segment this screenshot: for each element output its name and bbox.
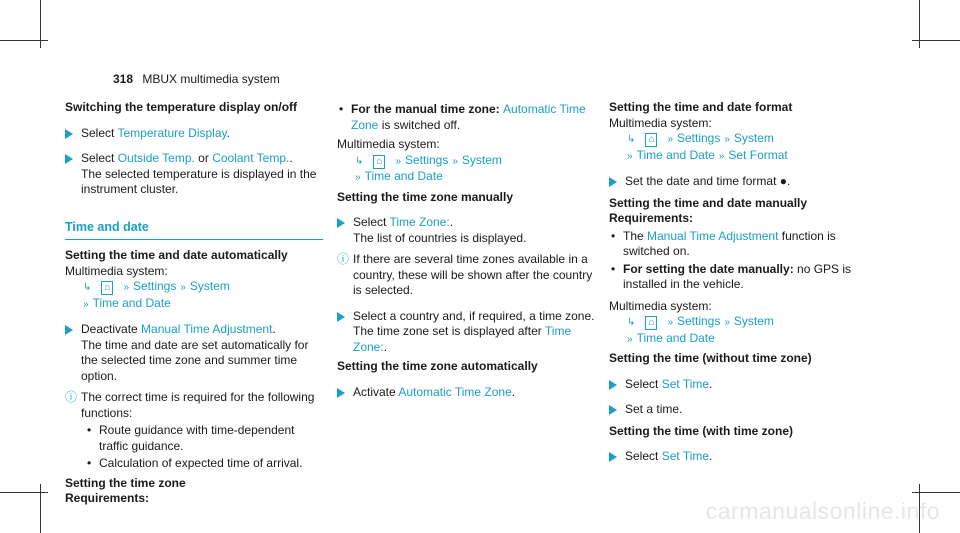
link-automatic-time-zone[interactable]: Automatic Time Zone [351, 102, 586, 132]
text: Select [625, 376, 662, 391]
menu-path [351, 153, 595, 186]
step-arrow-icon [609, 177, 617, 187]
step [337, 385, 595, 401]
link-coolant-temp[interactable]: Coolant Temp. [212, 151, 290, 165]
chevron-icon: » [667, 134, 673, 145]
text: Select [353, 215, 390, 229]
step-arrow-icon [65, 325, 73, 335]
requirements-label: Requirements: [609, 211, 694, 225]
note-text: If there are several time zones available in a country, these will be shown after the country is selected. [353, 252, 593, 297]
page-header [113, 72, 280, 86]
note [337, 252, 595, 299]
step [609, 449, 867, 465]
link-settings[interactable]: Settings [677, 131, 721, 145]
link-time-and-date[interactable]: Time and Date [636, 147, 715, 162]
link-system[interactable]: System [189, 279, 230, 293]
text: function is switched on. [623, 228, 836, 258]
crop-mark [40, 484, 41, 533]
heading-format: Setting the time and date format [609, 100, 793, 114]
text: The [623, 228, 648, 243]
note [65, 390, 323, 421]
multimedia-label: Multimedia system: [609, 115, 712, 130]
chevron-icon: » [627, 150, 633, 162]
text: . [226, 125, 230, 140]
step [609, 174, 867, 190]
heading-auto-time-zone: Setting the time zone automatically [337, 359, 538, 373]
heading-temperature-display: Switching the temperature display on/off [65, 100, 298, 114]
chevron-icon: » [395, 155, 401, 167]
text: Deactivate [81, 322, 142, 336]
link-set-time[interactable]: Set Time [661, 449, 710, 463]
chevron-icon: » [627, 333, 633, 345]
heading-manual-time-date: Setting the time and date manually [609, 195, 808, 210]
text: Select [81, 151, 118, 165]
link-set-format[interactable]: Set Format [728, 147, 788, 162]
step-body [353, 324, 595, 355]
heading-time-without-zone: Setting the time (without time zone) [609, 351, 812, 365]
text: . [709, 449, 713, 463]
path-arrow-icon: ↳ [355, 155, 364, 167]
text: Activate [353, 384, 399, 399]
link-system[interactable]: System [733, 314, 774, 328]
chevron-icon: » [718, 150, 725, 162]
step-body: The list of countries is displayed. [353, 230, 527, 245]
home-icon[interactable]: ⌂ [645, 316, 657, 330]
multimedia-label: Multimedia system: [65, 263, 168, 278]
heading-manual-time-zone: Setting the time zone manually [337, 189, 514, 204]
text: Select [625, 449, 662, 463]
step-arrow-icon [337, 218, 345, 228]
step-arrow-icon [609, 452, 617, 462]
text: or [194, 151, 213, 165]
path-arrow-icon: ↳ [83, 282, 92, 293]
bold-text: For the manual time zone: [351, 102, 504, 116]
chevron-icon: » [452, 155, 458, 167]
step [337, 215, 595, 246]
note-text: The correct time is required for the following functions: [81, 390, 315, 420]
text: . [709, 376, 713, 391]
step [609, 377, 867, 393]
info-icon: ⓘ [337, 252, 350, 266]
link-settings[interactable]: Settings [405, 152, 449, 167]
section-title: Time and date [65, 220, 323, 241]
step [337, 309, 595, 356]
link-temperature-display[interactable]: Temperature Display [117, 125, 227, 140]
list-item [337, 102, 595, 133]
step-arrow-icon [65, 129, 73, 139]
link-manual-time-adjustment[interactable]: Manual Time Adjustment [141, 322, 273, 336]
crop-mark [40, 0, 41, 48]
chevron-icon: » [180, 282, 186, 293]
text: . [511, 384, 516, 399]
link-outside-temp[interactable]: Outside Temp. [117, 151, 195, 165]
chevron-icon: » [724, 134, 730, 145]
step-arrow-icon [609, 405, 617, 415]
text: Set the date and time format ●. [625, 174, 791, 188]
step-arrow-icon [337, 312, 345, 322]
link-time-zone[interactable]: Time Zone: [353, 324, 572, 354]
text: The time zone set is displayed after [353, 324, 545, 338]
menu-path [79, 279, 323, 312]
home-icon[interactable]: ⌂ [645, 133, 657, 147]
page-number: 318 [113, 72, 134, 86]
chevron-icon: » [667, 317, 673, 328]
chevron-icon: » [355, 172, 361, 183]
link-time-zone[interactable]: Time Zone: [389, 215, 450, 229]
link-settings[interactable]: Settings [133, 279, 177, 293]
step-arrow-icon [65, 154, 73, 164]
text: . [289, 151, 293, 165]
link-automatic-time-zone[interactable]: Automatic Time Zone [398, 384, 512, 399]
watermark: carmanualsonline.info [705, 498, 940, 524]
text: no GPS is installed in the vehicle. [623, 261, 852, 291]
step-body: The selected temperature is displayed in the instrument cluster. [81, 166, 317, 196]
text: . [383, 339, 388, 354]
home-icon[interactable]: ⌂ [373, 155, 385, 169]
list-item: • Calculation of expected time of arrival. [85, 456, 323, 472]
multimedia-label: Multimedia system: [609, 298, 712, 313]
link-time-and-date[interactable]: Time and Date [364, 169, 443, 183]
link-settings[interactable]: Settings [677, 314, 721, 328]
list-item: • Route guidance with time-dependent traffic guidance. [85, 423, 323, 454]
list-item [609, 229, 867, 260]
chevron-icon: » [83, 298, 89, 310]
link-system[interactable]: System [733, 131, 774, 145]
link-manual-time-adjustment[interactable]: Manual Time Adjustment [647, 228, 779, 243]
step-body: The time and date are set automatically for the selected time zone and summer time option. [81, 337, 309, 383]
text: Select a country and, if required, a time zone. [353, 308, 595, 323]
column-1 [65, 100, 323, 507]
step [65, 126, 323, 142]
column-3 [609, 100, 867, 465]
info-icon: ⓘ [65, 390, 78, 404]
chevron-icon: » [724, 317, 730, 328]
step-arrow-icon [609, 380, 617, 390]
step [65, 322, 323, 384]
link-set-time[interactable]: Set Time [661, 376, 710, 391]
step [65, 151, 323, 198]
heading-time-with-zone: Setting the time (with time zone) [609, 423, 794, 438]
text: Set a time. [625, 402, 683, 416]
menu-path [623, 131, 867, 164]
crop-mark [919, 0, 920, 48]
text: is switched off. [378, 117, 461, 132]
link-system[interactable]: System [461, 152, 502, 167]
requirements-label: Requirements: [65, 491, 150, 505]
text: . [272, 322, 276, 336]
path-arrow-icon: ↳ [627, 317, 636, 328]
path-arrow-icon: ↳ [627, 134, 636, 145]
multimedia-label: Multimedia system: [337, 137, 440, 151]
heading-auto-time: Setting the time and date automatically [65, 248, 288, 262]
bold-text: For setting the date manually: [623, 261, 798, 276]
heading-time-zone: Setting the time zone [65, 475, 186, 490]
list-item [609, 262, 867, 293]
step [609, 402, 867, 418]
column-2 [337, 100, 595, 400]
page-title: MBUX multimedia system [142, 72, 280, 86]
home-icon[interactable]: ⌂ [101, 281, 113, 295]
step-arrow-icon [337, 388, 345, 398]
text: . [449, 215, 454, 229]
menu-path [623, 314, 867, 347]
link-time-and-date[interactable]: Time and Date [92, 295, 171, 310]
text: Select [81, 125, 118, 140]
chevron-icon: » [123, 282, 129, 293]
link-time-and-date[interactable]: Time and Date [636, 330, 715, 345]
